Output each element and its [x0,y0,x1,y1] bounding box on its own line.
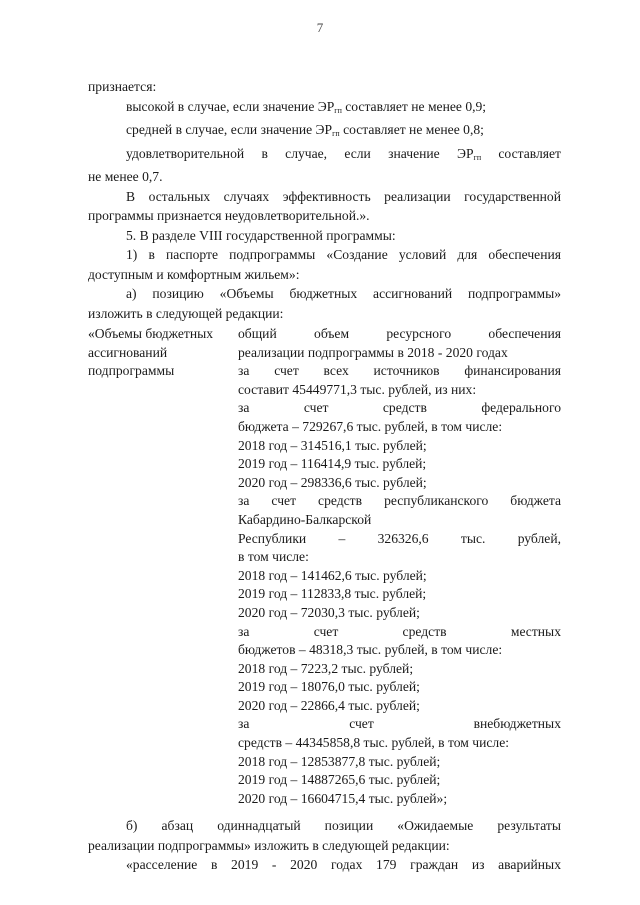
value-line: бюджета – 729267,6 тыс. рублей, в том числе: [238,418,503,434]
criteria-high-sub: гп [334,105,342,115]
paragraph-item-5: 5. В разделе VIII государственной программы: [126,227,396,243]
criteria-satisfactory-tail: составляет [481,145,561,161]
page-number: 7 [316,20,324,35]
document-body [88,77,561,875]
budget-table [88,325,561,808]
value-line: 2019 год – 112833,8 тыс. рублей; [238,586,427,602]
paragraph-other-1: В остальных случаях эффективность реализации государственной [126,188,561,204]
paragraph-subb-1: б) абзац одиннадцатый позиции «Ожидаемые результаты [126,818,561,834]
paragraph-subb-2: реализации подпрограммы» изложить в следующей редакции: [88,837,450,853]
criteria-medium [88,120,561,144]
paragraph-quote: «расселение в 2019 - 2020 годах 179 граждан из аварийных [126,857,561,873]
value-line: 2020 год – 16604715,4 тыс. рублей»; [238,790,448,806]
criteria-medium-text: средней в случае, если значение ЭР [126,122,333,137]
criteria-satisfactory-text: удовлетворительной в случае, если значение ЭР [126,145,474,161]
criteria-high-tail: составляет не менее 0,9; [341,98,487,114]
value-line: 2018 год – 141462,6 тыс. рублей; [238,567,427,583]
criteria-high [88,97,561,121]
value-line: за счет всех источников финансирования [238,363,561,379]
value-line: за счет средств местных [238,623,561,639]
paragraph-suba-1: а) позицию «Объемы бюджетных ассигнований подпрограммы» [126,286,561,301]
value-line: 2020 год – 22866,4 тыс. рублей; [238,697,420,713]
criteria-medium-sub: гп [332,129,340,138]
value-line: бюджетов – 48318,3 тыс. рублей, в том числе: [238,642,503,658]
value-line: за счет внебюджетных [238,716,561,732]
value-line: 2020 год – 72030,3 тыс. рублей; [238,604,420,620]
paragraph-suba-2: изложить в следующей редакции: [88,305,284,321]
value-line: за счет средств федерального [238,400,561,416]
value-line: 2019 год – 14887265,6 тыс. рублей; [238,772,441,788]
value-line: средств – 44345858,8 тыс. рублей, в том числе: [238,735,510,751]
criteria-satisfactory-sub: гп [473,152,482,162]
value-line: реализации подпрограммы в 2018 - 2020 годах [238,344,508,360]
criteria-intro: признается: [88,79,157,94]
value-line: в том числе: [238,549,309,565]
value-line: составит 45449771,3 тыс. рублей, из них: [238,381,477,397]
value-line: 2019 год – 116414,9 тыс. рублей; [238,456,427,472]
budget-table-value [238,325,561,808]
criteria-high-text: высокой в случае, если значение ЭР [126,98,335,114]
value-line: 2018 год – 12853877,8 тыс. рублей; [238,753,441,769]
criteria-satisfactory [88,144,561,168]
value-line: 2020 год – 298336,6 тыс. рублей; [238,474,427,490]
value-line: за счет средств республиканского бюджета [238,493,561,509]
paragraph-sub1-1: 1) в паспорте подпрограммы «Создание условий для обеспечения [126,247,561,262]
paragraph-sub1-2: доступным и комфортным жильем»: [88,266,300,282]
value-line: Республики – 326326,6 тыс. рублей, [238,530,561,546]
criteria-satisfactory-end: не менее 0,7. [88,169,163,184]
value-line: общий объем ресурсного обеспечения [238,326,561,341]
label-line: ассигнований [88,344,168,360]
criteria-medium-tail: составляет не менее 0,8; [339,122,484,137]
label-line: подпрограммы [88,363,175,379]
value-line: 2019 год – 18076,0 тыс. рублей; [238,679,420,695]
paragraph-other-2: программы признается неудовлетворительной.». [88,208,370,223]
value-line: 2018 год – 7223,2 тыс. рублей; [238,660,414,676]
budget-table-label [88,325,238,808]
label-line: «Объемы бюджетных [88,326,214,341]
value-line: 2018 год – 314516,1 тыс. рублей; [238,437,427,453]
value-line: Кабардино-Балкарской [238,511,372,527]
